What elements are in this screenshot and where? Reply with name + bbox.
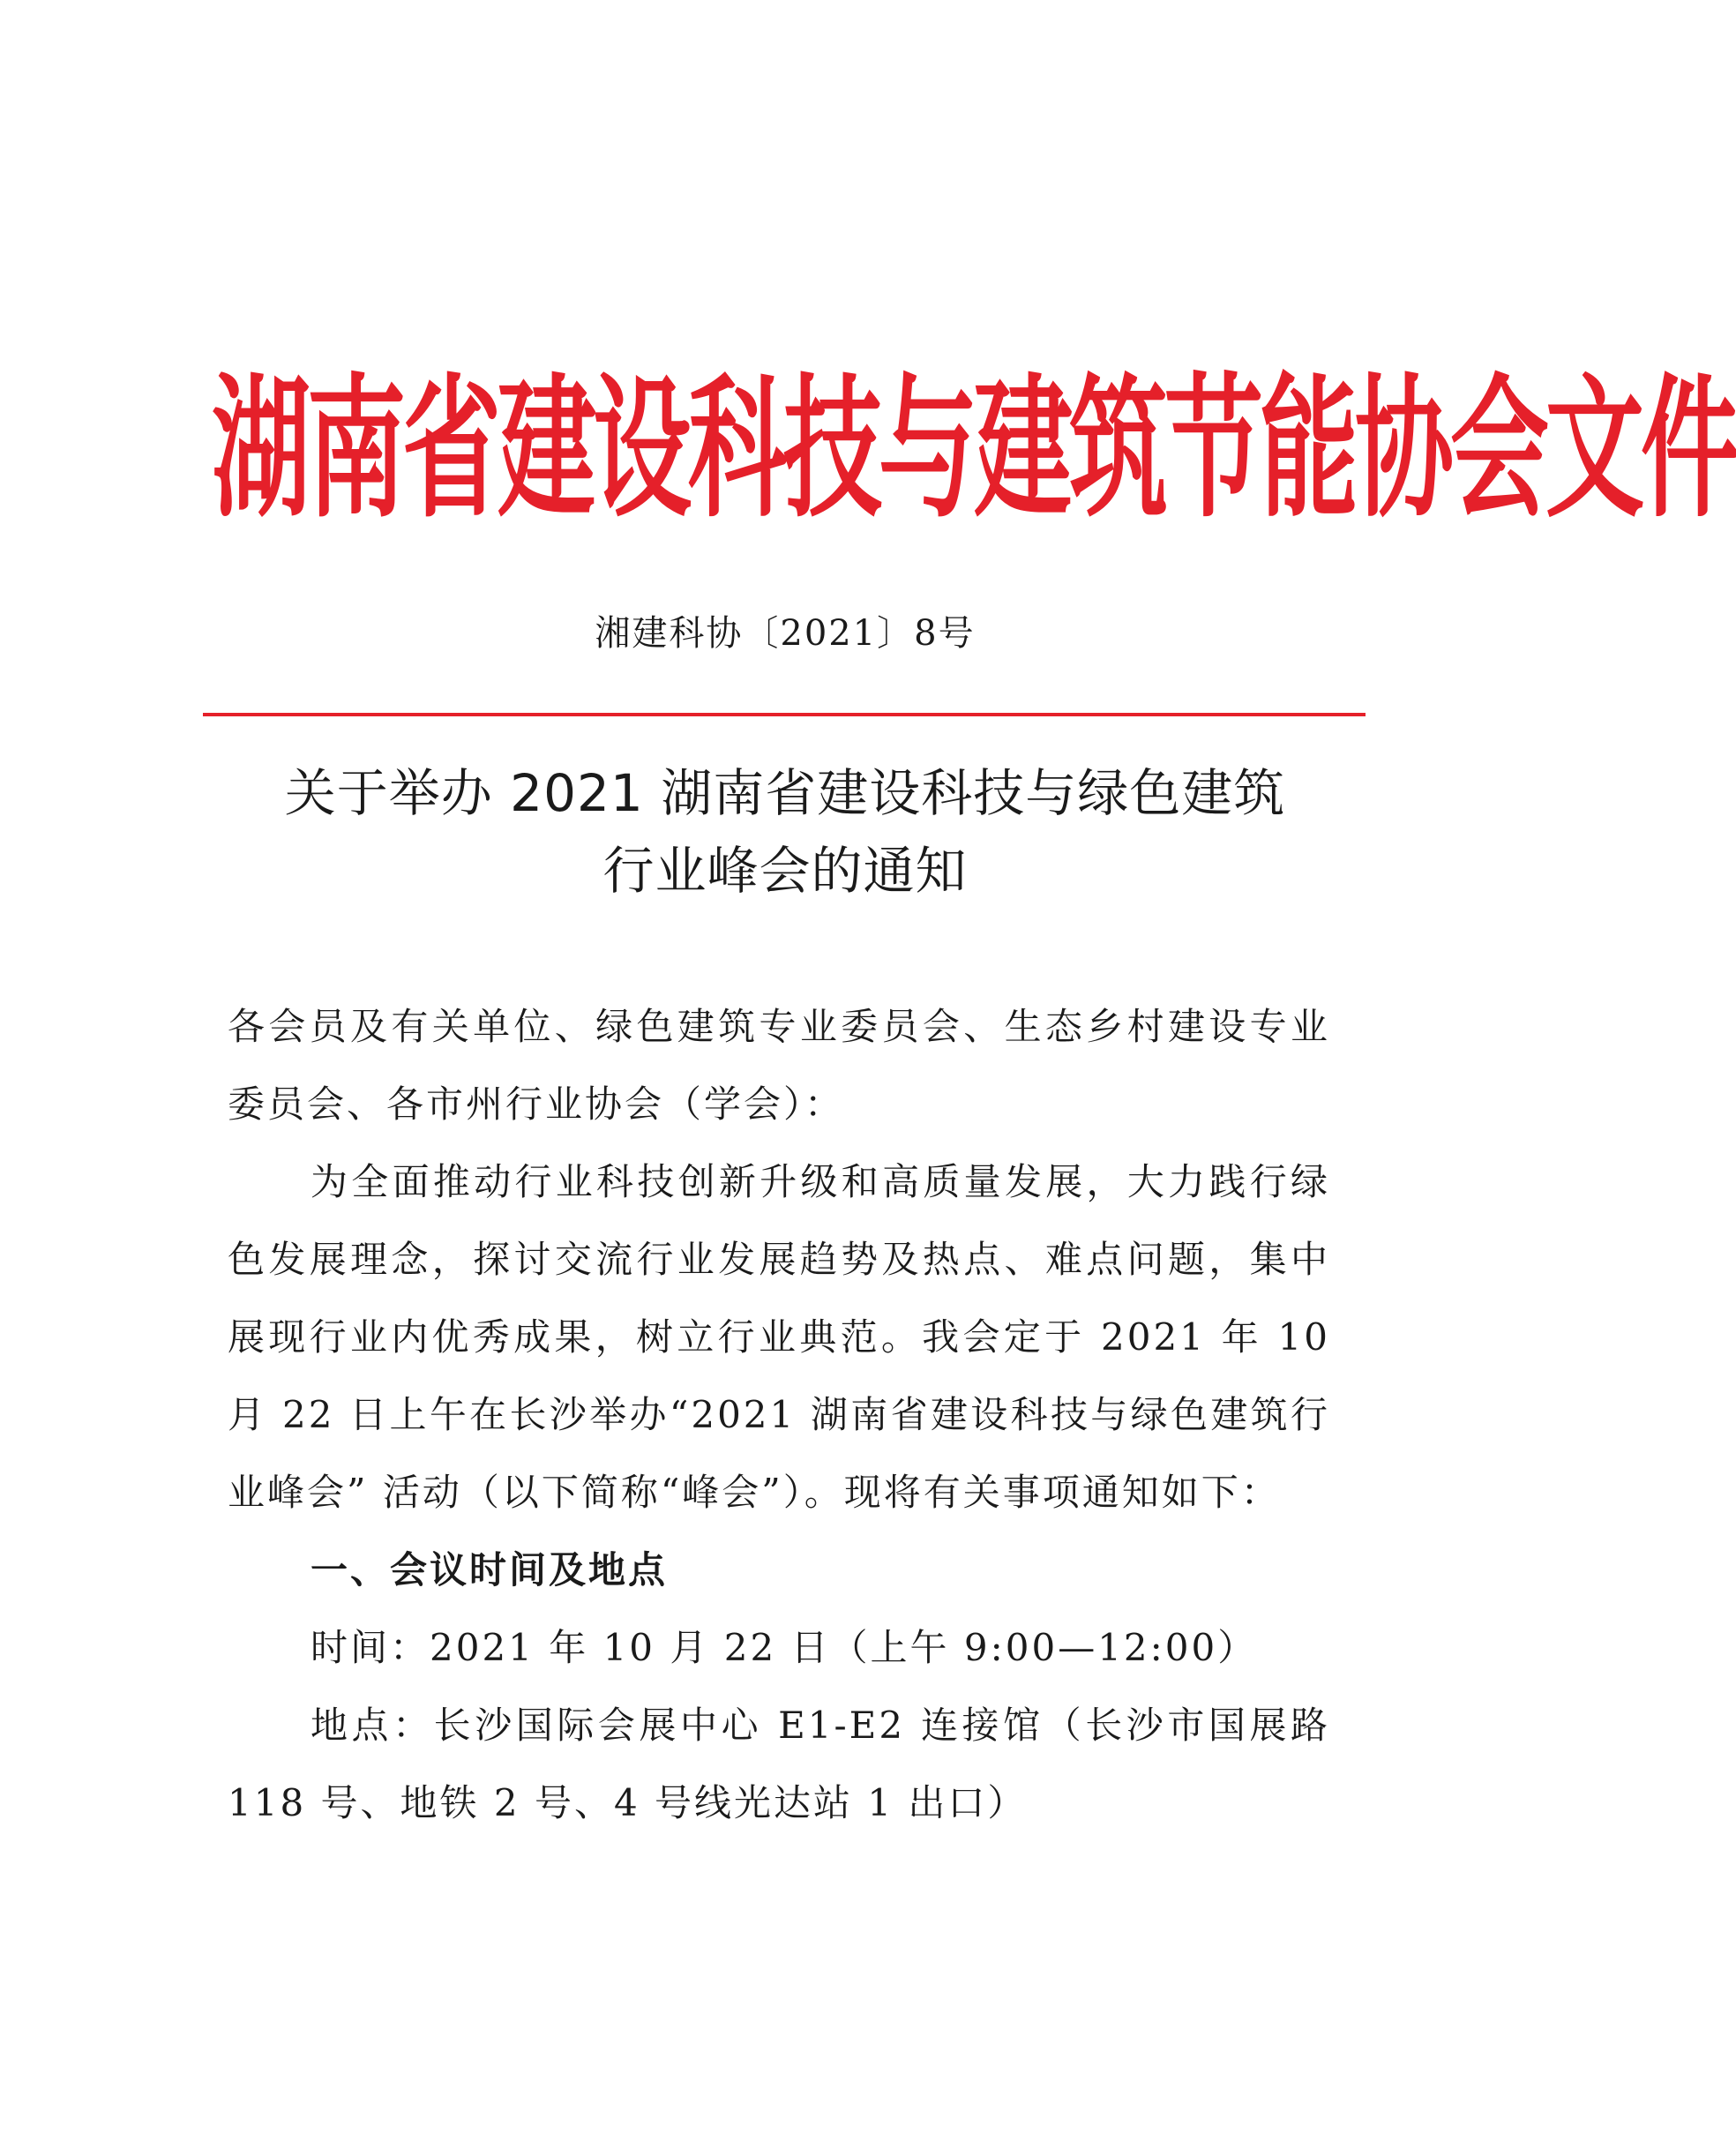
red-divider-line	[203, 713, 1366, 716]
meeting-time: 时间：2021 年 10 月 22 日（上午 9:00—12:00）	[311, 1626, 1258, 1669]
meeting-location: 地点：长沙国际会展中心 E1-E2 连接馆（长沙市国展路 118 号、地铁 2 号、4 号线光达站 1 出口）	[228, 1704, 1330, 1824]
notice-title	[0, 754, 1570, 910]
notice-body	[228, 988, 1330, 1842]
notice-title-line-2: 行业峰会的通知	[602, 841, 968, 901]
org-file-title: 湖南省建设科技与建筑节能协会文件	[212, 361, 1736, 539]
notice-title-line-1: 关于举办 2021 湖南省建设科技与绿色建筑	[284, 763, 1286, 823]
section-1-heading: 一、会议时间及地点	[311, 1548, 669, 1592]
salutation: 各会员及有关单位、绿色建筑专业委员会、生态乡村建设专业委员会、各市州行业协会（学会）：	[228, 1005, 1330, 1126]
document-number: 湘建科协〔2021〕8号	[595, 613, 976, 654]
intro-paragraph: 为全面推动行业科技创新升级和高质量发展，大力践行绿色发展理念，探讨交流行业发展趋势及热点、难点问题，集中展现行业内优秀成果，树立行业典范。我会定于 2021 年 10 月 22 日上午在长沙举办“2021 湖南省建设科技与绿色建筑行业峰会” 活动（以下简称“峰会”）。现将有关事项通知如下：	[228, 1160, 1330, 1514]
